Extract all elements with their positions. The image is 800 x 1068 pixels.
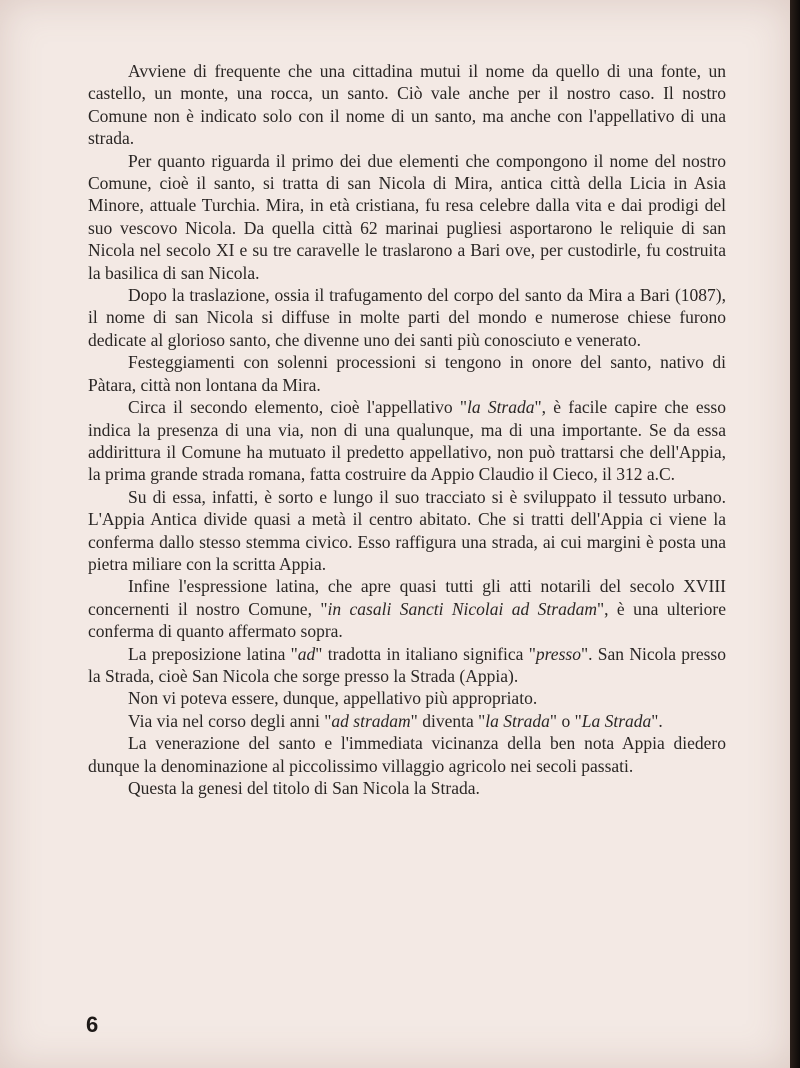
paragraph-1: Avviene di frequente che una cittadina mutui il nome da quello di una fonte, un castello, un monte, una rocca, un santo. Ciò vale anche per il nostro caso. Il nostro Comune non è indicato solo con il nome di un santo, ma anche con l'appellativo di una strada.: [88, 61, 726, 149]
paragraph-6: Su di essa, infatti, è sorto e lungo il suo tracciato si è sviluppato il tessuto urbano. L'Appia Antica divide quasi a metà il centro abitato. Che si tratti dell'Appia ci viene la conferma dallo stesso stemma civico. Esso raffigura una strada, ai cui margini è posta una pietra miliare con la scritta Appia.: [88, 486, 726, 574]
paragraph-7: Infine l'espressione latina, che apre quasi tutti gli atti notarili del secolo XVIII concernenti il nostro Comune, "in casali Sancti Nicolai ad Stradam", è una ulteriore conferma di quanto affermato sopra.: [88, 576, 727, 642]
paragraph-5: Circa il secondo elemento, cioè l'appellativo "la Strada", è facile capire che esso indica la presenza di una via, non di una qualunque, ma di una importante. Se da essa addirittura il Comune ha mutuato il predetto appellativo, non può trattarsi che dell'Appia, la prima grande strada romana, fatta costruire da Appio Claudio il Cieco, il 312 a.C.: [88, 397, 726, 485]
paragraph-2: Per quanto riguarda il primo dei due elementi che compongono il nome del nostro Comune, cioè il santo, si tratta di san Nicola di Mira, antica città della Licia in Asia Minore, attuale Turchia. Mira, in età cristiana, fu resa celebre dalla vita e dai prodigi del suo vescovo Nicola. Da quella città 62 marinai pugliesi asportarono le reliquie di san Nicola nel secolo XI e su tre caravelle le traslarono a Bari ove, per custodirle, fu costruita la basilica di san Nicola.: [88, 150, 726, 283]
page-number: 6: [86, 1012, 99, 1037]
book-spine-edge: [790, 0, 800, 1068]
paragraph-12: Questa la genesi del titolo di San Nicola la Strada.: [128, 778, 480, 798]
paragraph-10: Via via nel corso degli anni "ad stradam" diventa "la Strada" o "La Strada".: [128, 710, 663, 731]
paragraph-4: Festeggiamenti con solenni processioni si tengono in onore del santo, nativo di Pàtara, città non lontana da Mira.: [88, 352, 726, 395]
paragraph-3: Dopo la traslazione, ossia il trafugamento del corpo del santo da Mira a Bari (1087), il nome di san Nicola si diffuse in molte parti del mondo e numerose chiese furono dedicate al glorioso santo, che divenne uno dei santi più conosciuto e venerato.: [88, 285, 726, 350]
paragraph-9: Non vi poteva essere, dunque, appellativo più appropriato.: [128, 688, 538, 709]
paragraph-8: La preposizione latina "ad" tradotta in italiano significa "presso". San Nicola presso la Strada, cioè San Nicola che sorge presso la Strada (Appia).: [88, 643, 726, 686]
body-text: [88, 60, 726, 799]
paragraph-11: La venerazione del santo e l'immediata vicinanza della ben nota Appia diedero dunque la denominazione al piccolissimo villaggio agricolo nei secoli passati.: [88, 733, 726, 776]
